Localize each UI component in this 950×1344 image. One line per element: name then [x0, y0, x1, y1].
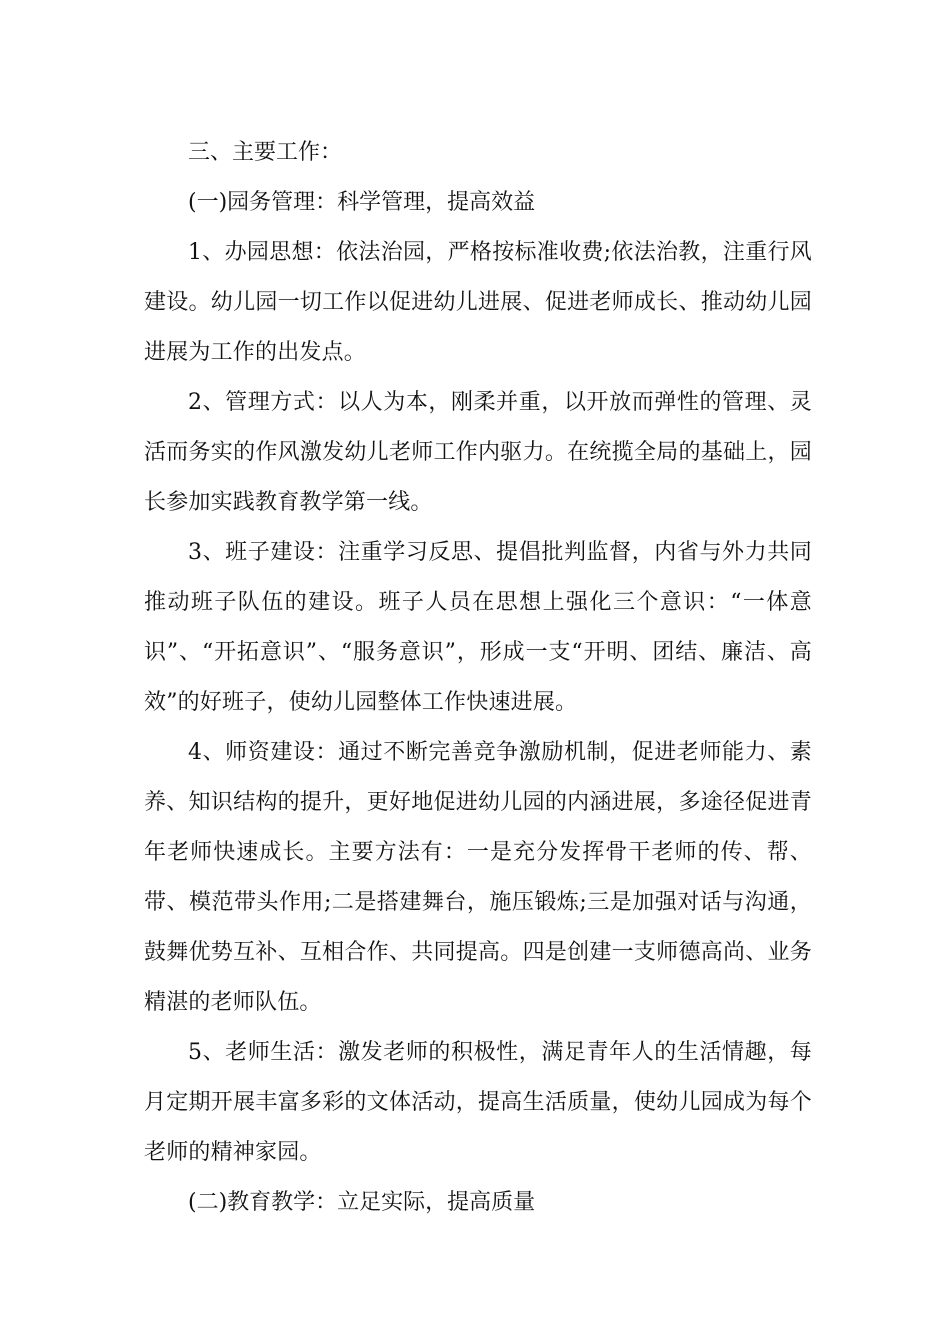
subsection-heading-garden-management: (一)园务管理：科学管理，提高效益	[188, 190, 536, 215]
paragraph-teacher-development: 4、师资建设：通过不断完善竞争激励机制，促进老师能力、素养、知识结构的提升，更好地促进幼儿园的内涵进展，多途径促进青年老师快速成长。主要方法有：一是充分发挥骨干老师的传、帮、带、模范带头作用;二是搭建舞台，施压锻炼;三是加强对话与沟通，鼓舞优势互补、互相合作、共同提高。四是创建一支师德高尚、业务精湛的老师队伍。	[144, 740, 812, 1015]
subsection-heading-education-teaching: (二)教育教学：立足实际，提高质量	[188, 1190, 536, 1215]
paragraph-philosophy: 1、办园思想：依法治园，严格按标准收费;依法治教，注重行风建设。幼儿园一切工作以促进幼儿进展、促进老师成长、推动幼儿园进展为工作的出发点。	[144, 240, 812, 365]
document-body	[144, 128, 812, 1228]
paragraph-management-style: 2、管理方式：以人为本，刚柔并重，以开放而弹性的管理、灵活而务实的作风激发幼儿老师工作内驱力。在统揽全局的基础上，园长参加实践教育教学第一线。	[144, 390, 812, 515]
paragraph-teacher-life: 5、老师生活：激发老师的积极性，满足青年人的生活情趣，每月定期开展丰富多彩的文体活动，提高生活质量，使幼儿园成为每个老师的精神家园。	[144, 1040, 812, 1165]
paragraph-team-building: 3、班子建设：注重学习反思、提倡批判监督，内省与外力共同推动班子队伍的建设。班子人员在思想上强化三个意识：“一体意识”、“开拓意识”、“服务意识”，形成一支“开明、团结、廉洁、高效”的好班子，使幼儿园整体工作快速进展。	[144, 540, 812, 715]
section-heading-main-work: 三、主要工作：	[188, 140, 343, 165]
